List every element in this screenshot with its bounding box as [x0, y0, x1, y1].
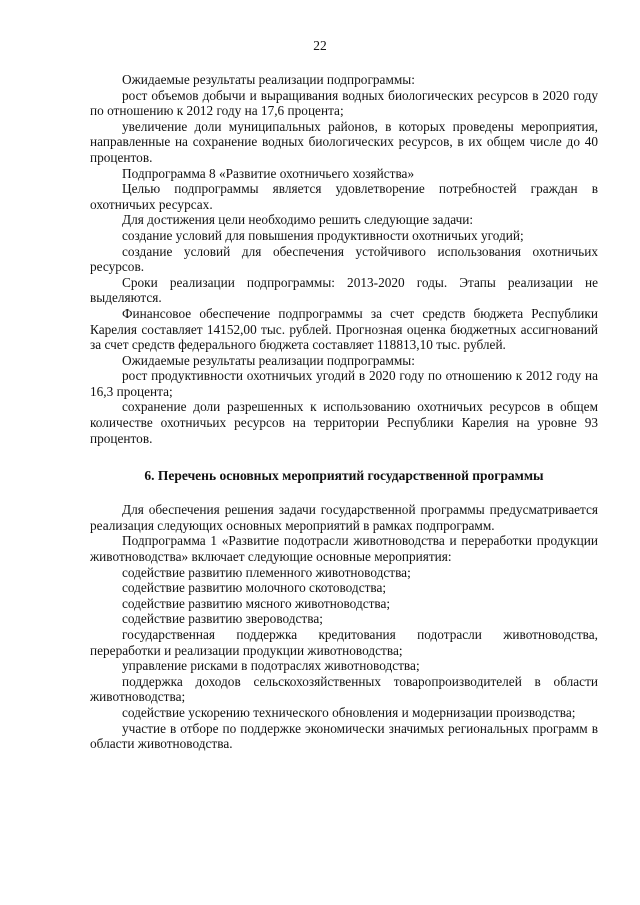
paragraph: Для достижения цели необходимо решить следующие задачи:	[122, 212, 474, 228]
paragraph: Целью подпрограммы является удовлетворение потребностей граждан в охотничьих ресурсах.	[90, 181, 598, 212]
paragraph: содействие ускорению технического обновления и модернизации производства;	[122, 704, 576, 720]
paragraph: Подпрограмма 1 «Развитие подотрасли животноводства и переработки продукции животноводства» включает следующие основные мероприятия:	[90, 533, 598, 565]
paragraph: Финансовое обеспечение подпрограммы за счет средств бюджета Республики Карелия составляет 14152,00 тыс. рублей. Прогнозная оценка бюджетных ассигнований за счет средств федерального бюджета составляет 118813,10 тыс. рублей.	[90, 305, 598, 353]
paragraph: Сроки реализации подпрограммы: 2013-2020 годы. Этапы реализации не выделяются.	[90, 274, 598, 306]
paragraph: содействие развитию мясного животноводства;	[122, 595, 391, 611]
page-number: 22	[313, 38, 327, 53]
paragraph: государственная поддержка кредитования подотрасли животноводства, переработки и реализации продукции животноводства;	[90, 627, 598, 658]
paragraph: рост продуктивности охотничьих угодий в 2020 году по отношению к 2012 году на 16,3 процента;	[90, 368, 598, 399]
paragraph: Ожидаемые результаты реализации подпрограммы:	[122, 352, 415, 368]
paragraph: создание условий для обеспечения устойчивого использования охотничьих ресурсов.	[90, 243, 598, 275]
paragraph: увеличение доли муниципальных районов, в которых проведены мероприятия, направленные на сохранение водных биологических ресурсов, в их общем числе до 40 процентов.	[90, 118, 598, 165]
paragraph: рост объемов добычи и выращивания водных биологических ресурсов в 2020 году по отношению к 2012 году на 17,6 процента;	[90, 87, 598, 119]
paragraph: поддержка доходов сельскохозяйственных товаропроизводителей в области животноводства;	[90, 673, 598, 705]
paragraph: создание условий для повышения продуктивности охотничьих угодий;	[122, 227, 524, 243]
paragraph: Подпрограмма 8 «Развитие охотничьего хозяйства»	[122, 165, 415, 181]
document-body	[90, 72, 598, 752]
paragraph: содействие развитию звероводства;	[122, 611, 323, 627]
paragraph: содействие развитию молочного скотоводства;	[122, 580, 387, 596]
paragraph: Для обеспечения решения задачи государственной программы предусматривается реализация следующих основных мероприятий в рамках подпрограмм.	[90, 502, 598, 533]
section-heading: 6. Перечень основных мероприятий государственной программы	[144, 468, 544, 484]
paragraph: содействие развитию племенного животноводства;	[122, 564, 411, 580]
paragraph: участие в отборе по поддержке экономически значимых региональных программ в области животноводства.	[90, 720, 598, 752]
paragraph: сохранение доли разрешенных к использованию охотничьих ресурсов в общем количестве охотничьих ресурсов на территории Республики Карелия на уровне 93 процентов.	[90, 399, 598, 446]
paragraph: Ожидаемые результаты реализации подпрограммы:	[122, 72, 415, 87]
paragraph: управление рисками в подотраслях животноводства;	[122, 658, 420, 674]
